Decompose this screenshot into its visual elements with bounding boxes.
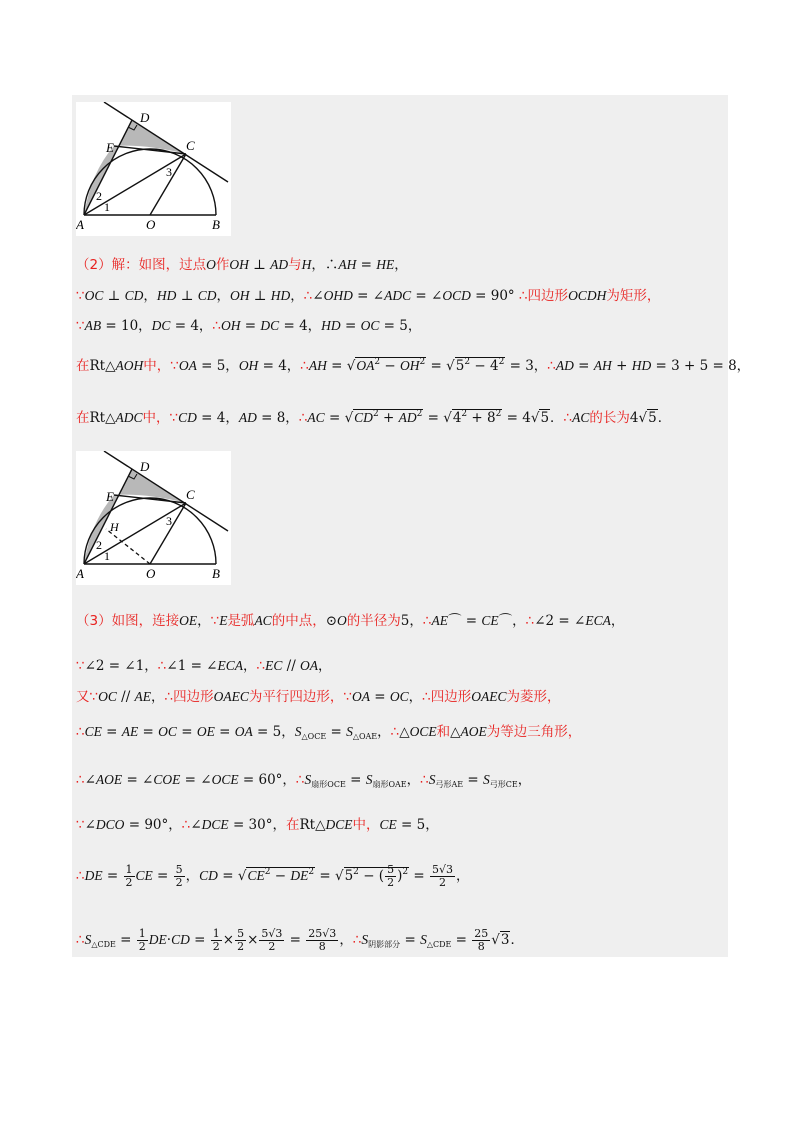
text-carrier <box>76 990 77 991</box>
part2-line-1: （2）解：如图，过点O作OH ⊥ AD与H，∴AH = HE， <box>76 257 408 273</box>
line-OC-2 <box>150 503 186 564</box>
line-OC <box>150 154 186 215</box>
angle-3-label-2: 3 <box>166 514 172 528</box>
label-D-2: D <box>140 459 150 474</box>
part2-line-5: 在Rt△ADC中，∵CD = 4，AD = 8，∴AC = $√CD^2 + AD^2 = √4^2 + 8^2 = 4√5$．∴AC的长为4√5． <box>76 409 672 426</box>
angle-1-label: 1 <box>104 200 110 214</box>
part2-line-3: ∵AB = 10，DC = 4，∴OH = DC = 4，HD = OC = 5， <box>76 318 422 334</box>
label-E-2: E <box>106 489 114 504</box>
part3-line-4: ∴CE = AE = OC = OE = OA = 5，$S_{\triangle OCE} = S_{\triangle OAE}$，∴△OCE和△AOE为等边三角形， <box>76 724 582 741</box>
part3-line-6: ∵∠DCO = 90°，∴∠DCE = 30°，在Rt△DCE中，CE = 5， <box>76 817 439 833</box>
figure-2-svg <box>76 451 231 585</box>
angle-2-label-2: 2 <box>96 538 102 552</box>
label-O-2: O <box>146 566 156 581</box>
part2-line-2: ∵OC ⊥ CD，HD ⊥ CD，OH ⊥ HD，∴∠OHD = ∠ADC = ∠OCD = 90° ∴四边形OCDH为矩形， <box>76 288 661 304</box>
label-A: A <box>76 217 84 232</box>
geometry-figure-2 <box>76 451 231 585</box>
part3-line-1: （3）如图，连接OE，∵E是弧AC的中点，⊙O的半径为5，∴AE⌒ = CE⌒，∴∠2 = ∠ECA， <box>76 613 625 629</box>
label-H: H <box>110 520 119 534</box>
part3-line-2: ∵∠2 = ∠1，∴∠1 = ∠ECA，∴EC // OA， <box>76 658 332 674</box>
part2-line-4: 在Rt△AOH中，∵OA = 5，OH = 4，∴AH = $√OA^2 - OH^2 = √5^2 - 4^2 = 3$，∴AD = AH + HD = 3 + 5 = 8， <box>76 357 751 374</box>
part3-line-3: 又∵OC // AE，∴四边形OAEC为平行四边形，∵OA = OC，∴四边形OAEC为菱形， <box>76 689 561 705</box>
label-E: E <box>106 140 114 155</box>
label-B-2: B <box>212 566 220 581</box>
part3-line-8: $\therefore S_{\triangle CDE}$ = $\frac{1}{2}$ DE·CD = $\frac{1}{2}$ × $\frac{5}{2}$ × $\frac{5√3}{2}$ = $\frac{25√3}{8}$ ，$\therefore S_{阴影部分} = S_{\triangle CDE}$ = $\frac{25}{8}$ √3． <box>76 927 524 953</box>
part3-line-7: ∴DE = $\frac{1}{2}$ CE = $\frac{5}{2}$ ，CD = $√CE^2 - DE^2 = √5^2$ − ( $\frac{5}{2}$ )$^2$ = $\frac{5√3}{2}$ ， <box>76 863 470 889</box>
angle-1-label-2: 1 <box>104 549 110 563</box>
label-D: D <box>140 110 150 125</box>
angle-3-label: 3 <box>166 165 172 179</box>
label-O: O <box>146 217 156 232</box>
label-B: B <box>212 217 220 232</box>
label-A-2: A <box>76 566 84 581</box>
angle-2-label: 2 <box>96 189 102 203</box>
geometry-figure-1 <box>76 102 231 236</box>
part3-line-5: ∴∠AOE = ∠COE = ∠OCE = 60°，$\therefore S_{扇形OCE} = S_{扇形OAE}$，$\therefore S_{弓形AE} = S_{弓形CE}$， <box>76 772 532 789</box>
figure-1-svg <box>76 102 231 236</box>
label-C: C <box>186 138 195 153</box>
label-C-2: C <box>186 487 195 502</box>
